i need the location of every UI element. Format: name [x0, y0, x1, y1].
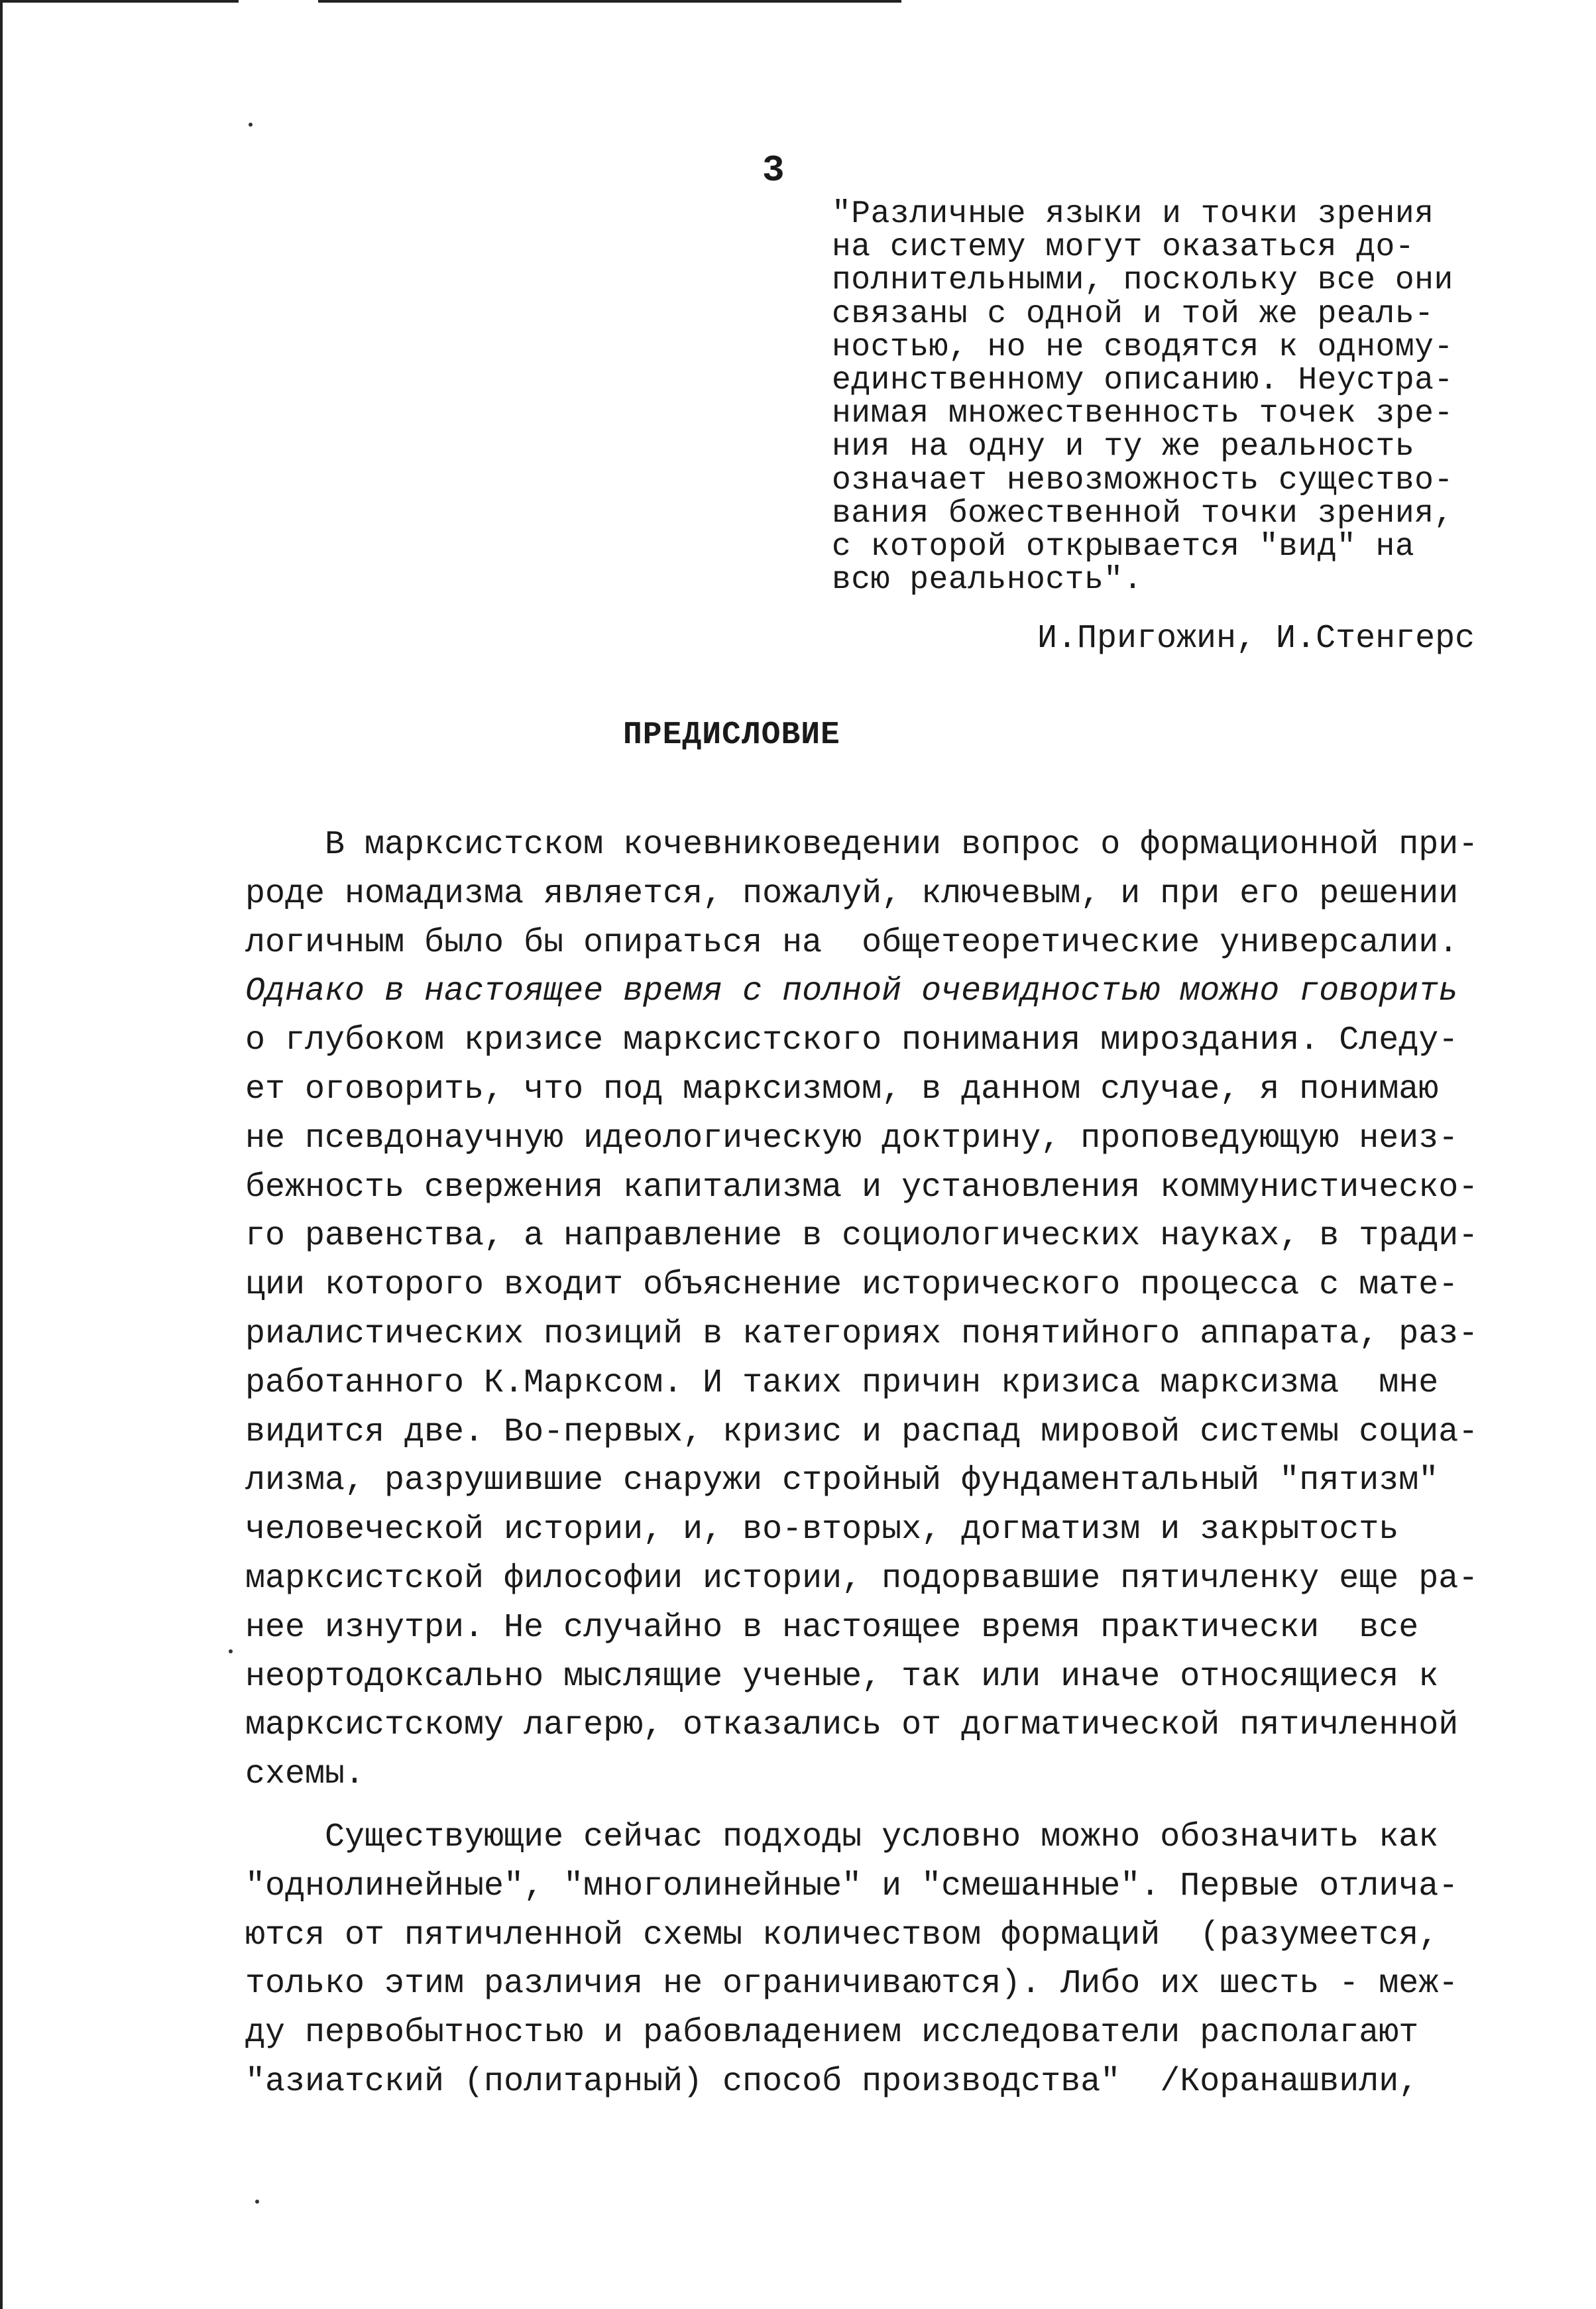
text-line: только этим различия не ограничиваются). Либо их шесть - меж-	[245, 1965, 1459, 2003]
text-line: "Различные языки и точки зрения	[832, 196, 1434, 232]
scan-border-top-right	[318, 0, 901, 3]
text-line: ностью, но не сводятся к одному-	[832, 329, 1454, 365]
epigraph-author: И.Пригожин, И.Стенгерс	[1037, 620, 1475, 658]
text-line: видится две. Во-первых, кризис и распад мировой системы социа-	[245, 1413, 1479, 1451]
text-line: Однако в настоящее время с полной очевидностью можно говорить	[245, 973, 1459, 1011]
text-line: единственному описанию. Неустра-	[832, 363, 1454, 399]
text-line: полнительными, поскольку все они	[832, 263, 1454, 299]
text-line: ции которого входит объяснение исторического процесса с мате-	[245, 1266, 1459, 1305]
scan-border-top	[0, 0, 239, 3]
text-line: означает невозможность существо-	[832, 462, 1454, 499]
text-line: работанного К.Марксом. И таких причин кризиса марксизма мне	[245, 1364, 1439, 1402]
text-line: В марксистском кочевниковедении вопрос о формационной при-	[245, 826, 1479, 864]
text-line: нее изнутри. Не случайно в настоящее время практически все	[245, 1608, 1419, 1647]
text-line: ния на одну и ту же реальность	[832, 429, 1415, 465]
page-number: 3	[762, 149, 785, 192]
text-line: го равенства, а направление в социологических науках, в тради-	[245, 1217, 1479, 1256]
paragraph-1	[245, 821, 1531, 1799]
text-line: о глубоком кризисе марксистского понимания мироздания. Следу-	[245, 1022, 1459, 1060]
text-line: всю реальность".	[832, 562, 1143, 599]
text-line: неортодоксально мыслящие ученые, так или иначе относящиеся к	[245, 1657, 1439, 1696]
scan-speck	[229, 1649, 233, 1653]
epigraph	[832, 198, 1528, 597]
scan-speck	[249, 123, 253, 127]
text-line: бежность свержения капитализма и установления коммунистическо-	[245, 1168, 1479, 1207]
text-line: лизма, разрушившие снаружи стройный фундаментальный "пятизм"	[245, 1462, 1439, 1500]
text-line: марксистской философии истории, подорвавшие пятичленку еще ра-	[245, 1559, 1479, 1598]
text-line: человеческой истории, и, во-вторых, догматизм и закрытость	[245, 1511, 1399, 1549]
scan-speck	[255, 2200, 259, 2204]
scan-border-left	[0, 0, 3, 2309]
text-line: ет оговорить, что под марксизмом, в данном случае, я понимаю	[245, 1070, 1439, 1108]
text-line: с которой открывается "вид" на	[832, 529, 1415, 565]
text-line: роде номадизма является, пожалуй, ключевым, и при его решении	[245, 874, 1459, 913]
text-line: логичным было бы опираться на общетеоретические универсалии.	[245, 923, 1459, 962]
text-line: связаны с одной и той же реаль-	[832, 296, 1434, 332]
text-line: Существующие сейчас подходы условно можно обозначить как	[245, 1818, 1439, 1856]
section-heading: ПРЕДИСЛОВИЕ	[623, 717, 840, 753]
text-line: вания божественной точки зрения,	[832, 495, 1454, 532]
text-line: на систему могут оказаться до-	[832, 229, 1415, 266]
text-line: ду первобытностью и рабовладением исследователи располагают	[245, 2014, 1419, 2052]
text-line: марксистскому лагерю, отказались от догматической пятичленной	[245, 1706, 1459, 1745]
paragraph-2	[245, 1813, 1531, 2107]
text-line: нимая множественность точек зре-	[832, 396, 1454, 432]
text-line: ются от пятичленной схемы количеством формаций (разумеется,	[245, 1916, 1439, 1954]
text-line: "азиатский (политарный) способ производства" /Коранашвили,	[245, 2062, 1419, 2101]
text-line: риалистических позиций в категориях понятийного аппарата, раз-	[245, 1315, 1479, 1353]
text-line: не псевдонаучную идеологическую доктрину, проповедующую неиз-	[245, 1119, 1459, 1157]
text-line: схемы.	[245, 1755, 365, 1794]
text-line: "однолинейные", "многолинейные" и "смешанные". Первые отлича-	[245, 1867, 1459, 1905]
